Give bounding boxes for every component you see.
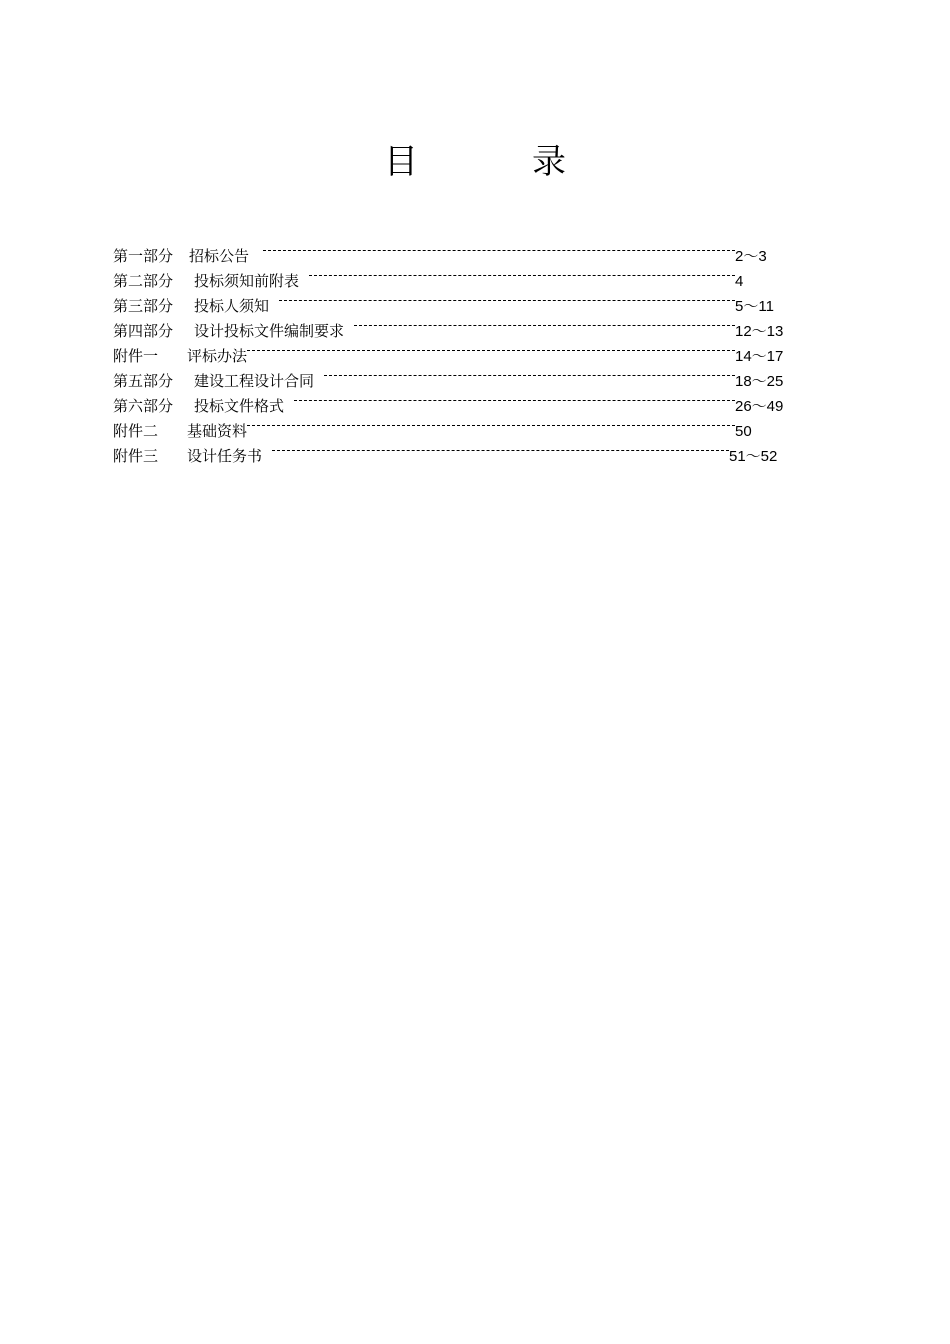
toc-part-label: 第三部分 [113,297,174,315]
toc-section-name: 招标公告 [189,247,250,265]
toc-section-name: 基础资料 [187,422,248,440]
toc-page-range: 4 [735,273,744,290]
toc-section-name: 投标人须知 [194,297,270,315]
toc-section-name: 投标文件格式 [194,397,285,415]
toc-part-label: 第一部分 [113,247,174,265]
toc-page-range: 18～25 [735,373,784,390]
toc-dot-leader [279,286,735,311]
toc-page-range: 51～52 [729,448,778,465]
toc-page-range: 14～17 [735,348,784,365]
toc-page-range: 26～49 [735,398,784,415]
toc-section-name: 设计任务书 [187,447,263,465]
table-of-contents [113,236,793,465]
toc-dot-leader [247,411,735,436]
toc-part-label: 第二部分 [113,272,174,290]
toc-part-label: 第六部分 [113,397,174,415]
toc-entry [113,236,793,265]
toc-dot-leader [354,311,735,336]
toc-dot-leader [247,336,735,361]
toc-part-label: 第五部分 [113,372,174,390]
toc-section-name: 评标办法 [187,347,248,365]
toc-page-range: 2～3 [735,248,767,265]
toc-dot-leader [324,361,735,386]
toc-dot-leader [294,386,735,411]
toc-page-range: 50 [735,423,752,440]
toc-dot-leader [272,436,729,461]
toc-section-name: 建设工程设计合同 [194,372,315,390]
toc-section-name: 设计投标文件编制要求 [194,322,345,340]
page-title: 目 录 [384,142,606,182]
toc-part-label: 第四部分 [113,322,174,340]
toc-dot-leader [309,261,735,286]
toc-page-range: 5～11 [735,298,774,315]
toc-part-label: 附件二 [113,422,159,440]
toc-part-label: 附件一 [113,347,159,365]
toc-dot-leader [263,236,735,261]
toc-page-range: 12～13 [735,323,784,340]
toc-section-name: 投标须知前附表 [194,272,300,290]
toc-part-label: 附件三 [113,447,159,465]
